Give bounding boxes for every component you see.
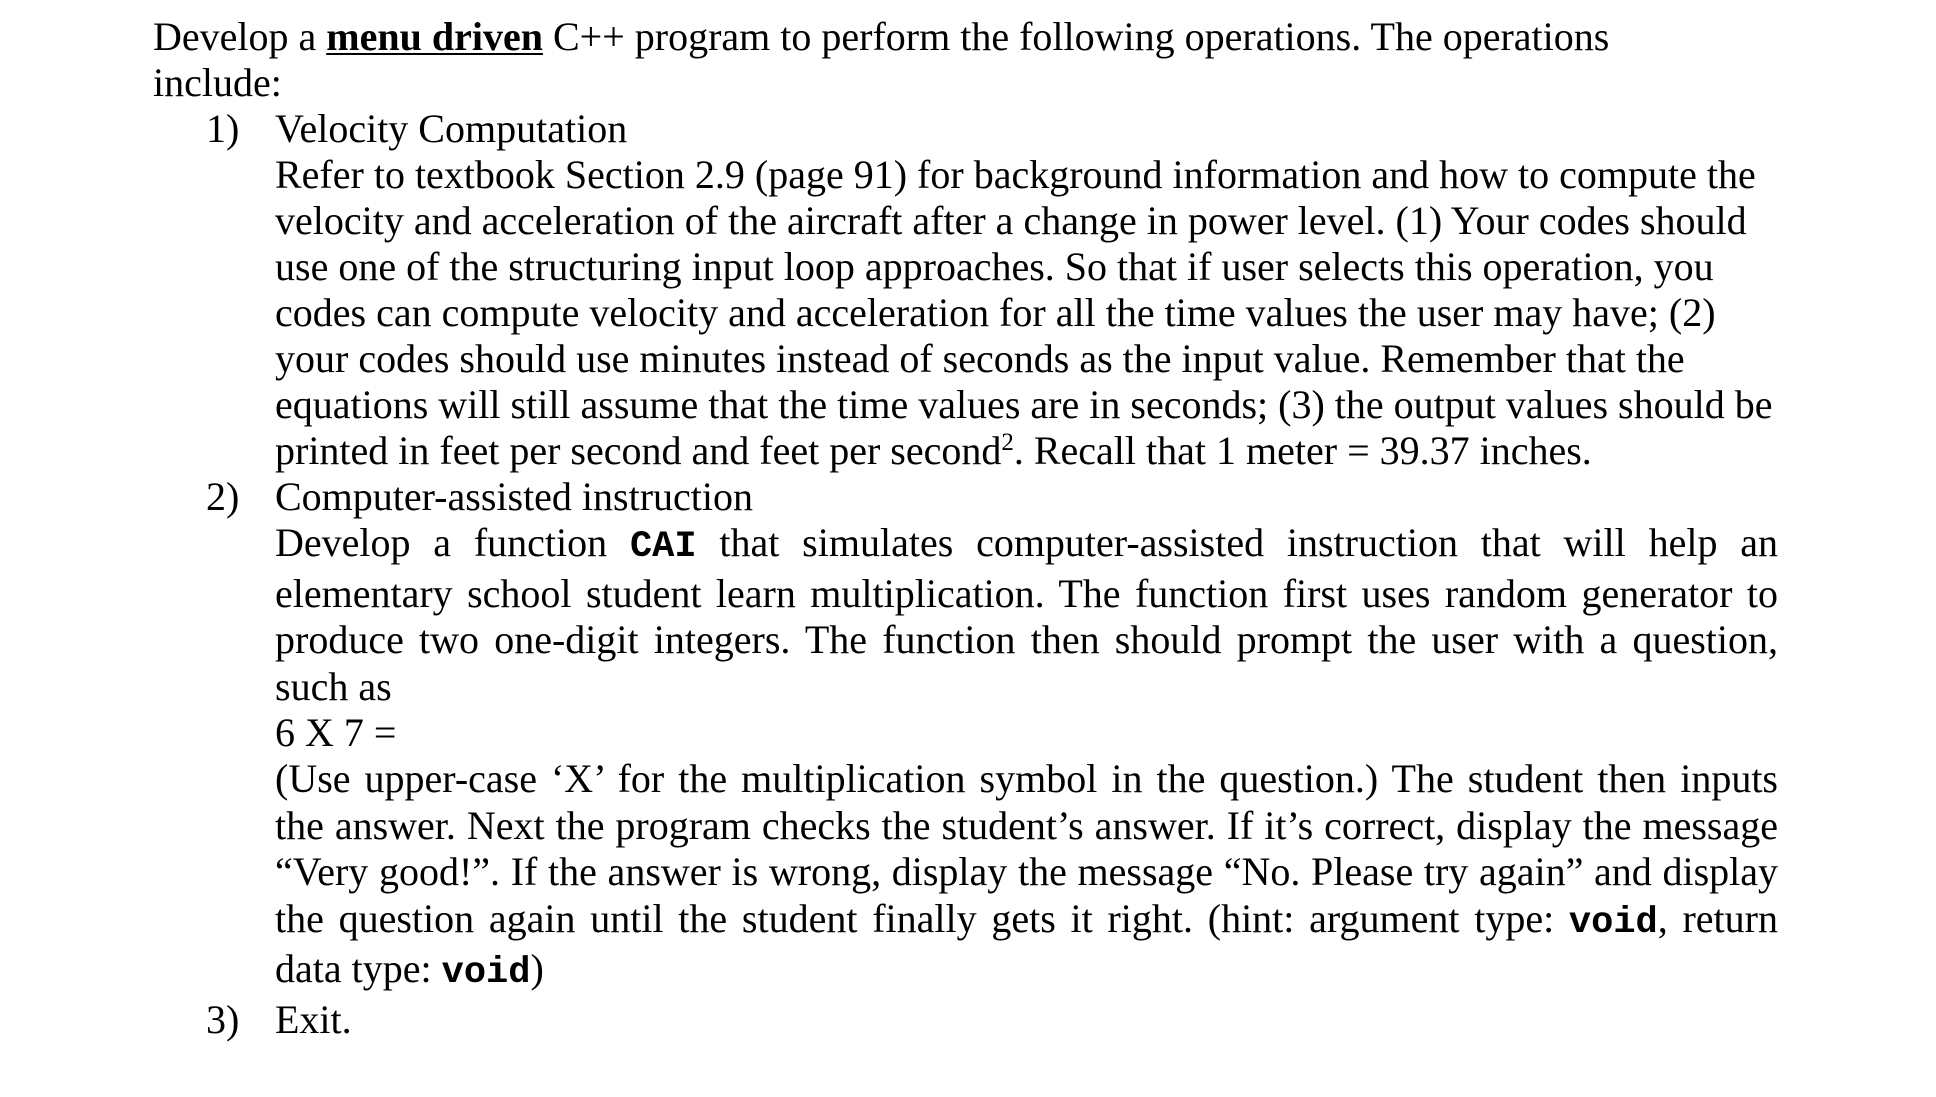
- operation-title: Velocity Computation: [275, 106, 628, 151]
- cai-text-start: Develop a function: [275, 520, 630, 565]
- return-type-code: void: [441, 952, 531, 994]
- example-question: 6 X 7 =: [275, 710, 397, 755]
- intro-paragraph: [153, 14, 1633, 106]
- cai-instructions-end: ): [530, 946, 544, 991]
- cai-description: [275, 520, 1778, 710]
- argument-type-code: void: [1568, 901, 1658, 944]
- superscript-exponent: 2: [1001, 429, 1014, 456]
- cai-instructions-text: (Use upper-case ‘X’ for the multiplication symbol in the question.) The student then inputs the answer. Next the program checks the student’s answer. If it’s correct, display the message “Very good!”. If the answer is wrong, display the message “No. Please try again” and display the question again until the student finally gets it right. (hint: argument type:: [275, 756, 1778, 941]
- operation-number: 3): [206, 996, 240, 1042]
- intro-prefix: Develop a: [153, 14, 327, 59]
- operation-number: 2): [206, 474, 240, 519]
- operation-exit: [206, 996, 1753, 1043]
- operation-description: [275, 152, 1785, 474]
- velocity-text-end: . Recall that 1 meter = 39.37 inches.: [1013, 428, 1592, 473]
- operation-velocity: [206, 106, 1773, 474]
- cai-instructions: [275, 756, 1778, 997]
- intro-suffix: C++ program to perform the following operations. The operations include:: [153, 14, 1610, 105]
- function-name-code: CAI: [629, 526, 697, 568]
- operation-title: Computer-assisted instruction: [275, 474, 754, 519]
- velocity-text: Refer to textbook Section 2.9 (page 91) for background information and how to compute the velocity and acceleration of the aircraft after a change in power level. (1) Your codes should use one of the structuring input loop approaches. So that if user selects this operation, you codes can compute velocity and acceleration for all the time values the user may have; (2) your codes should use minutes instead of seconds as the input value. Remember that the equations will still assume that the time values are in seconds; (3) the output values should be printed in feet per second and feet per second: [275, 152, 1773, 473]
- cai-text: that simulates computer-assisted instruction that will help an elementary school student learn multiplication. The function first uses random generator to produce two one-digit integers. The function then should prompt the user with a question, such as: [275, 520, 1778, 709]
- assignment-document: [153, 14, 1778, 1043]
- cai-instructions-mid: , return data type:: [275, 895, 1778, 991]
- operation-number: 1): [206, 106, 240, 151]
- operation-cai: [206, 474, 1778, 997]
- intro-emphasis: menu driven: [326, 14, 543, 59]
- operation-title: Exit.: [275, 996, 352, 1042]
